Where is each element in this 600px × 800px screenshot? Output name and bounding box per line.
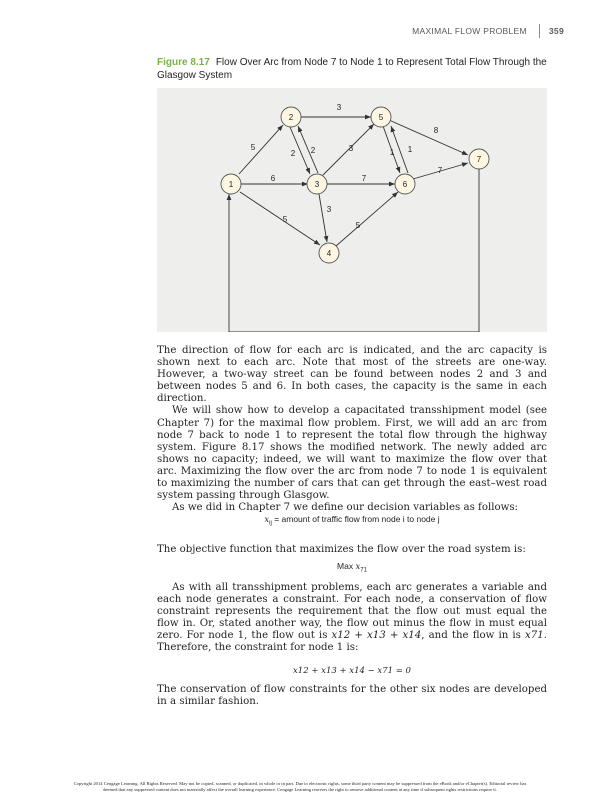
paragraph-2: We will show how to develop a capacitated transshipment model (see Chapter 7) for the maximal flow problem. First, we will add an arc from node 7 back to node 1 to represent the total flow through the highway system. Figure 8.17 shows the modified network. The newly added arc shows no capacity; indeed, we will want to maximize the flow over that arc. Maximizing the flow over the arc from node 7 to node 1 is equivalent to maximizing the number of cars that can get through the east–west road system passing through Glasgow. — [157, 405, 547, 502]
header-divider — [539, 24, 540, 38]
cap-1-3: 6 — [270, 174, 276, 183]
copyright-line-1: Copyright 2014 Cengage Learning. All Rights Reserved. May not be copied, scanned, or duplicated, in whole or in part. Due to electronic rights, some third party content may be suppressed from the eBook and/or eChapter(s). Editorial review has — [73, 781, 527, 786]
flow-out-expression: x12 + x13 + x14 — [331, 630, 422, 642]
cap-3-5: 3 — [348, 144, 354, 153]
body-block-1 — [157, 345, 547, 514]
paragraph-3: As we did in Chapter 7 we define our decision variables as follows: — [172, 502, 518, 514]
cap-4-6: 5 — [355, 221, 361, 230]
arc-3-4 — [319, 194, 327, 242]
eq-var-sub: ij — [269, 520, 272, 527]
body-block-2 — [157, 544, 547, 556]
figure-label: Figure 8.17 — [157, 57, 210, 68]
node-6 — [395, 174, 415, 194]
obj-sub: 71 — [360, 567, 367, 574]
arc-7-1 — [229, 168, 479, 332]
equation-objective — [157, 561, 547, 574]
cap-2-5: 3 — [336, 103, 342, 112]
cap-6-7: 7 — [437, 166, 443, 175]
copyright-footer — [30, 781, 570, 793]
cap-5-7: 8 — [433, 126, 439, 135]
cap-1-4: 5 — [282, 215, 288, 224]
obj-var: x — [355, 562, 361, 572]
eq-var: x — [264, 515, 270, 525]
svg-text:6: 6 — [402, 180, 408, 189]
svg-text:7: 7 — [476, 155, 482, 164]
body-block-3 — [157, 582, 547, 655]
page-number: 359 — [548, 26, 564, 36]
figure-caption-text: Flow Over Arc from Node 7 to Node 1 to Represent Total Flow Through the Glasgow System — [157, 57, 547, 81]
network-diagram — [157, 88, 547, 332]
node-1 — [221, 174, 241, 194]
cap-6-5: 1 — [407, 145, 413, 154]
copyright-line-2: deemed that any suppressed content does not materially affect the overall learning experience. Cengage Learning reserves the right to remove additional content at any time if subsequent rights restrictions require it. — [103, 787, 497, 792]
body-block-4 — [157, 684, 547, 708]
paragraph-1: The direction of flow for each arc is indicated, and the arc capacity is shown next to each arc. Note that most of the streets are one-way. However, a two-way street can be found between nodes 2 and 3 and between nodes 5 and 6. In both cases, the capacity is the same in each direction. — [157, 345, 547, 405]
flow-in-expression: x71 — [525, 630, 544, 642]
cap-3-4: 3 — [326, 205, 332, 214]
figure-caption — [157, 56, 557, 82]
cap-5-6: 1 — [389, 148, 395, 157]
cap-1-2: 5 — [250, 143, 256, 152]
running-title: MAXIMAL FLOW PROBLEM — [412, 26, 527, 36]
cap-2-3: 2 — [290, 149, 296, 158]
arc-5-7 — [389, 120, 468, 155]
svg-text:5: 5 — [378, 113, 384, 122]
equation-variable-definition — [157, 514, 547, 527]
network-figure — [157, 88, 547, 332]
node-3 — [307, 174, 327, 194]
node-5 — [371, 107, 391, 127]
constraint-expression: x12 + x13 + x14 − x71 = 0 — [293, 666, 411, 676]
arc-1-4 — [240, 192, 320, 245]
svg-text:4: 4 — [326, 249, 332, 258]
node-7 — [469, 149, 489, 169]
arc-1-2 — [239, 125, 283, 174]
eq-definition: = amount of traffic flow from node i to node j — [271, 514, 440, 524]
svg-text:3: 3 — [314, 180, 320, 189]
node-2 — [281, 107, 301, 127]
cap-3-2: 2 — [310, 146, 316, 155]
svg-text:1: 1 — [228, 180, 234, 189]
arc-4-6 — [336, 192, 398, 246]
equation-node-1-constraint — [157, 665, 547, 676]
node-4 — [319, 243, 339, 263]
cap-3-6: 7 — [361, 174, 367, 183]
obj-max: Max — [337, 561, 356, 571]
running-head — [412, 24, 564, 38]
paragraph-6: The conservation of flow constraints for the other six nodes are developed in a similar fashion. — [157, 684, 547, 708]
paragraph-4: The objective function that maximizes the flow over the road system is: — [157, 544, 526, 555]
paragraph-5: As with all transshipment problems, each arc generates a variable and each node generates a constraint. For each node, a conservation of flow constraint represents the requirement that the flow out must equal the flow in. Or, stated another way, the flow out minus the flow in must equal zero. For node 1, the flow out is x12 + x13 + x14, and the flow in is x71. Therefore, the constraint for node 1 is: — [157, 582, 547, 654]
svg-text:2: 2 — [288, 113, 294, 122]
